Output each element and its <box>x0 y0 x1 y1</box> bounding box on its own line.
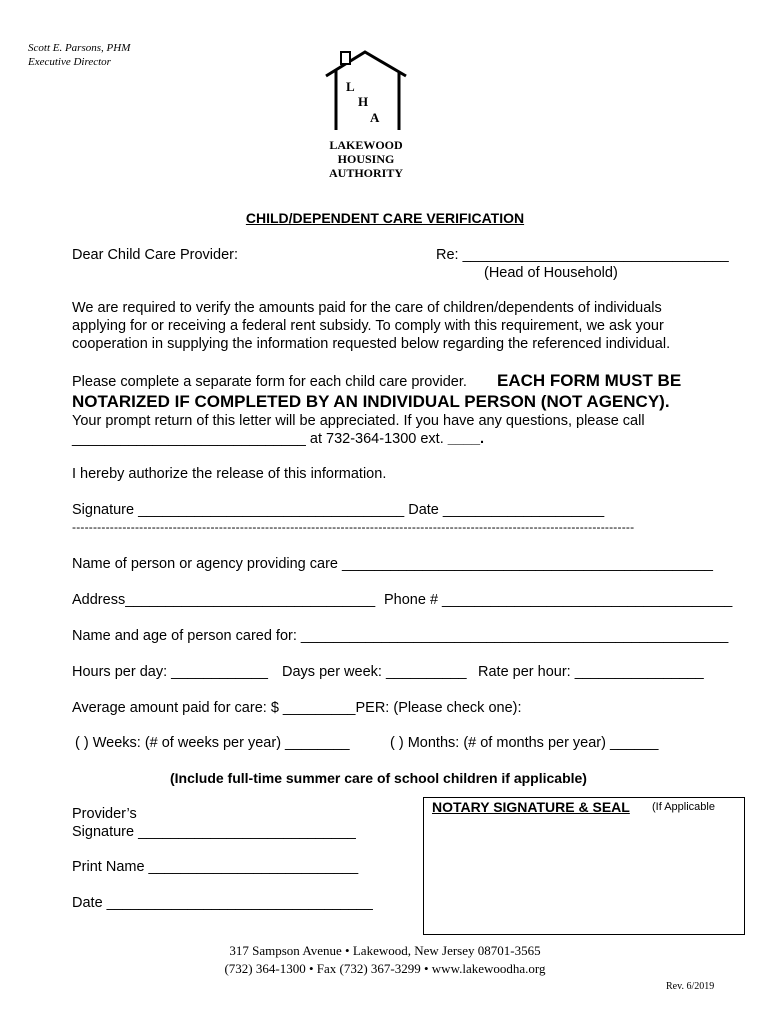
notice-line-1: EACH FORM MUST BE <box>497 371 682 390</box>
form-title: CHILD/DEPENDENT CARE VERIFICATION <box>245 210 525 226</box>
cared-for-field[interactable]: Name and age of person cared for: _____________________________________________________ <box>72 628 729 644</box>
logo-name-line: HOUSING <box>337 152 395 166</box>
house-icon <box>318 46 414 130</box>
logo-letter-h: H <box>358 94 369 109</box>
notary-title: NOTARY SIGNATURE & SEAL <box>432 799 630 815</box>
prompt-line: Your prompt return of this letter will be appreciated. If you have any questions, please call <box>72 413 645 429</box>
notary-note: (If Applicable <box>652 801 715 813</box>
intro-line: cooperation in supplying the information requested below regarding the referenced individual. <box>72 336 671 352</box>
footer-contact: (732) 364-1300 • Fax (732) 367-3299 • www.lakewoodha.org <box>224 961 546 976</box>
signature-date-line[interactable]: Signature _________________________________ Date ____________________ <box>72 502 605 518</box>
intro-line: We are required to verify the amounts paid for the care of children/dependents of individuals <box>72 300 662 316</box>
director-name: Scott E. Parsons, PHM <box>28 42 131 54</box>
footer-address: 317 Sampson Avenue • Lakewood, New Jersey 08701-3565 <box>229 943 541 958</box>
address-field[interactable]: Address_______________________________ <box>72 592 376 608</box>
salutation: Dear Child Care Provider: <box>72 247 239 263</box>
logo-letter-l: L <box>346 79 355 94</box>
date-field[interactable]: Date _________________________________ <box>72 895 373 911</box>
phone-field[interactable]: Phone # ____________________________________ <box>384 592 733 608</box>
logo-letter-a: A <box>370 110 380 125</box>
provider-signature-field[interactable]: Signature ___________________________ <box>72 824 356 840</box>
contact-phone: at 732-364-1300 ext. <box>305 431 448 447</box>
notary-box[interactable] <box>423 797 745 935</box>
days-field[interactable]: Days per week: __________ <box>282 664 467 680</box>
re-field[interactable]: Re: _________________________________ <box>436 247 729 263</box>
contact-line <box>72 431 484 447</box>
provider-name-field[interactable]: Name of person or agency providing care ______________________________________________ <box>72 556 713 572</box>
contact-name-blank[interactable]: _____________________________ <box>72 431 306 447</box>
rate-field[interactable]: Rate per hour: ________________ <box>478 664 704 680</box>
print-name-field[interactable]: Print Name __________________________ <box>72 859 359 875</box>
provider-label: Provider’s <box>72 806 137 822</box>
director-title: Executive Director <box>28 56 111 68</box>
revision-label: Rev. 6/2019 <box>666 981 715 992</box>
separate-form-note: Please complete a separate form for each child care provider. <box>72 374 467 390</box>
intro-line: applying for or receiving a federal rent subsidy. To comply with this requirement, we ask your <box>72 318 664 334</box>
average-amount-field[interactable]: Average amount paid for care: $ _________PER: (Please check one): <box>72 700 522 716</box>
contact-ext-blank[interactable]: ____. <box>447 431 485 447</box>
separator-line: -------------------------------------------------------------------------------------------------------------------------------------- <box>72 520 635 534</box>
notice-line-2: NOTARIZED IF COMPLETED BY AN INDIVIDUAL PERSON (NOT AGENCY). <box>72 392 670 411</box>
weeks-option[interactable]: ( ) Weeks: (# of weeks per year) ________ <box>75 735 350 751</box>
summer-note: (Include full-time summer care of school children if applicable) <box>170 770 587 786</box>
lha-logo <box>318 46 414 130</box>
hours-field[interactable]: Hours per day: ____________ <box>72 664 268 680</box>
logo-name <box>318 138 414 180</box>
authorize-text: I hereby authorize the release of this information. <box>72 466 387 482</box>
logo-name-line: LAKEWOOD <box>329 138 403 152</box>
re-caption: (Head of Household) <box>484 265 618 281</box>
months-option[interactable]: ( ) Months: (# of months per year) ______ <box>390 735 659 751</box>
logo-name-line: AUTHORITY <box>328 166 403 180</box>
